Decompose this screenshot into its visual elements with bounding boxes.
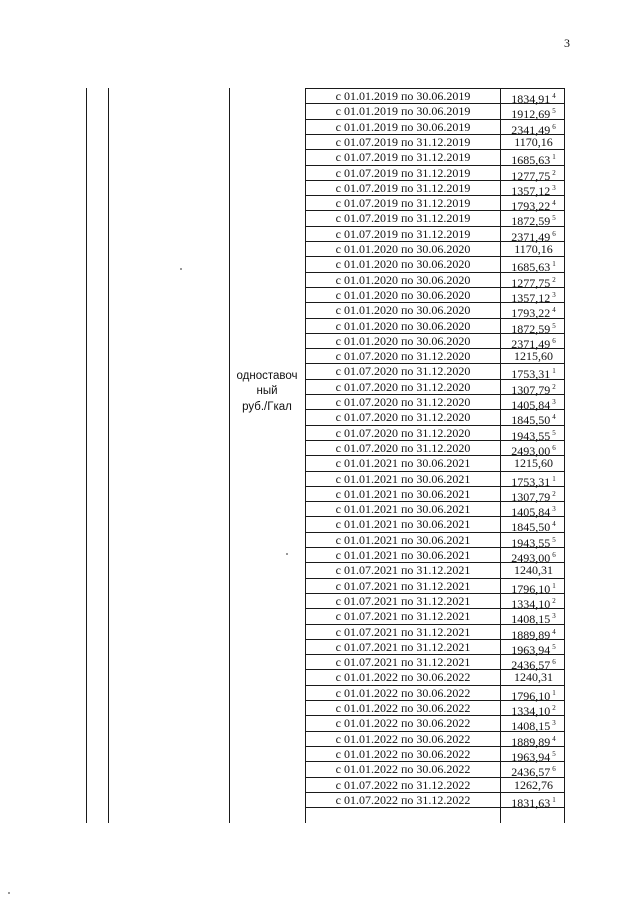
tariff-row [306, 624, 564, 642]
footnote-marker: 4 [552, 520, 556, 529]
scan-speck [180, 268, 182, 270]
period-cell: с 01.01.2019 по 30.06.2019 [335, 119, 471, 134]
footnote-marker: 3 [552, 183, 556, 192]
tariff-value: 1685,63 [511, 153, 551, 168]
tariff-value: 1753,31 [511, 474, 551, 489]
footnote-marker: 2 [552, 704, 556, 712]
period-cell: с 01.07.2019 по 31.12.2019 [335, 211, 471, 226]
tariff-row [306, 761, 564, 780]
tariff-row [306, 471, 564, 489]
tariff-value: 1170,16 [514, 242, 553, 256]
tariff-row [306, 119, 564, 137]
tariff-row [306, 226, 564, 244]
tariff-row [306, 715, 564, 734]
tariff-value: 1963,94 [511, 749, 551, 764]
period-cell: с 01.01.2022 по 30.06.2022 [335, 731, 471, 746]
tariff-value: 1277,75 [511, 168, 551, 183]
tariff-row [306, 440, 564, 458]
footnote-marker: 4 [552, 199, 556, 208]
tariff-row [306, 88, 564, 106]
footnote-marker: 6 [552, 765, 556, 774]
period-cell: с 01.07.2020 по 31.12.2020 [335, 379, 471, 394]
period-cell: с 01.07.2019 по 31.12.2019 [335, 150, 471, 165]
tariff-row [306, 669, 564, 684]
tariff-value: 1796,10 [511, 688, 551, 703]
period-cell: с 01.01.2022 по 30.06.2022 [335, 716, 471, 731]
tariff-value: 1277,75 [511, 275, 551, 290]
tariff-value: 2371,49 [511, 229, 551, 244]
period-cell: с 01.07.2020 по 31.12.2020 [335, 395, 471, 409]
period-cell: с 01.07.2019 по 31.12.2019 [335, 196, 471, 211]
footnote-marker: 6 [552, 551, 556, 559]
period-cell: с 01.01.2021 по 30.06.2021 [335, 548, 471, 562]
period-cell: с 01.07.2021 по 31.12.2021 [335, 563, 471, 578]
tariff-value: 1889,89 [511, 734, 551, 749]
tariff-row [306, 578, 564, 596]
tariff-value: 1240,31 [514, 563, 553, 578]
tariff-row [306, 654, 564, 673]
footnote-marker: 1 [552, 153, 556, 162]
tariff-row [306, 348, 564, 363]
tariff-value: 1334,10 [511, 596, 551, 611]
tariff-value-cell [500, 793, 567, 810]
footnote-marker: 3 [552, 612, 556, 621]
tariff-row [306, 180, 564, 198]
footnote-marker: 6 [552, 122, 556, 131]
period-cell: с 01.07.2020 по 31.12.2020 [335, 440, 471, 455]
footnote-marker: 5 [552, 535, 556, 544]
footnote-marker: 1 [552, 581, 556, 590]
period-cell: с 01.01.2022 по 30.06.2022 [335, 701, 471, 715]
tariff-value: 1912,69 [511, 107, 551, 122]
tariff-row [306, 547, 564, 565]
period-cell: с 01.01.2021 по 30.06.2021 [335, 471, 471, 486]
footnote-marker: 3 [552, 398, 556, 406]
period-cell: с 01.07.2021 по 31.12.2021 [335, 624, 471, 639]
footnote-marker: 1 [552, 367, 556, 376]
tariff-row [306, 608, 564, 627]
footnote-marker: 1 [552, 688, 556, 697]
tariff-row [306, 210, 564, 229]
tariff-value: 1943,55 [511, 428, 551, 443]
footnote-marker: 2 [552, 168, 556, 177]
tariff-value: 1408,15 [511, 719, 551, 734]
period-cell: с 01.01.2020 по 30.06.2020 [335, 242, 471, 256]
footnote-marker: 5 [552, 749, 556, 758]
period-cell: с 01.07.2021 по 31.12.2021 [335, 578, 471, 593]
footnote-marker: 6 [552, 229, 556, 238]
period-cell: с 01.01.2021 по 30.06.2021 [335, 502, 471, 517]
tariff-value: 1753,31 [511, 367, 551, 382]
tariff-row [306, 685, 564, 703]
tariff-value: 1262,76 [514, 777, 553, 792]
footnote-marker: 6 [552, 443, 556, 452]
tariff-value-cell [500, 563, 567, 577]
tariff-value: 1963,94 [511, 642, 551, 657]
tariff-row [306, 272, 564, 290]
tariff-value: 1357,12 [511, 183, 551, 198]
tariff-value: 1405,84 [511, 505, 551, 520]
period-cell: с 01.07.2020 по 31.12.2020 [335, 364, 471, 379]
tariff-value: 1872,59 [511, 321, 551, 336]
period-cell: с 01.01.2022 по 30.06.2022 [335, 746, 471, 761]
footnote-marker: 4 [552, 92, 556, 100]
period-cell: с 01.01.2020 по 30.06.2020 [335, 318, 471, 333]
tariff-row [306, 792, 564, 810]
tariff-value: 1215,60 [514, 456, 553, 471]
period-cell: с 01.01.2020 по 30.06.2020 [335, 272, 471, 287]
footnote-marker: 2 [552, 382, 556, 391]
period-cell: с 01.01.2019 по 30.06.2019 [335, 104, 471, 119]
footnote-marker: 1 [552, 795, 556, 804]
tariff-row [306, 363, 564, 382]
period-cell: с 01.07.2022 по 31.12.2022 [335, 777, 471, 792]
tariff-row [306, 486, 564, 504]
footnote-marker: 1 [552, 260, 556, 269]
scan-speck [8, 892, 10, 894]
tariff-row [306, 593, 564, 611]
footnote-marker: 3 [552, 719, 556, 728]
period-cell: с 01.07.2020 по 31.12.2020 [335, 410, 471, 425]
tariff-value-cell [500, 349, 567, 363]
tariff-value: 1307,79 [511, 382, 551, 397]
footnote-marker: 2 [552, 489, 556, 498]
period-cell: с 01.07.2019 по 31.12.2019 [335, 165, 471, 180]
period-cell: с 01.01.2022 по 30.06.2022 [335, 762, 471, 777]
tariff-row [306, 532, 564, 550]
period-cell: с 01.07.2021 по 31.12.2021 [335, 593, 471, 608]
tariff-value: 1357,12 [511, 290, 551, 305]
tariff-label-line: одноставоч [236, 370, 298, 382]
tariff-value: 2436,57 [511, 658, 551, 673]
period-cell: с 01.01.2022 по 30.06.2022 [335, 670, 471, 685]
tariff-row [306, 333, 564, 351]
tariff-value: 1845,50 [511, 413, 551, 428]
tariff-value: 2341,49 [511, 122, 551, 137]
period-cell: с 01.07.2019 по 31.12.2019 [335, 134, 471, 149]
tariff-row [306, 746, 564, 764]
footnote-marker: 4 [552, 306, 556, 315]
tariff-value: 1170,16 [514, 134, 553, 149]
tariff-row [306, 318, 564, 336]
scan-speck [286, 553, 288, 555]
footnote-marker: 5 [552, 214, 556, 223]
period-cell: с 01.01.2020 по 30.06.2020 [335, 303, 471, 318]
period-cell: с 01.07.2020 по 31.12.2020 [335, 349, 471, 364]
period-cell: с 01.07.2022 по 31.12.2022 [335, 792, 471, 807]
column-border [108, 88, 109, 823]
tariff-value: 1685,63 [511, 260, 551, 275]
footnote-marker: 3 [552, 290, 556, 299]
tariff-row [306, 287, 564, 305]
column-border [229, 88, 230, 823]
tariff-value: 1793,22 [511, 306, 551, 321]
tariff-label-line: руб./Гкал [242, 400, 292, 413]
tariff-value: 1408,15 [511, 612, 551, 627]
period-cell: с 01.01.2019 по 30.06.2019 [335, 89, 471, 103]
footnote-marker: 3 [552, 505, 556, 514]
tariff-value: 2371,49 [511, 336, 551, 351]
tariff-value: 1834,91 [511, 92, 551, 106]
period-cell: с 01.01.2020 по 30.06.2020 [335, 287, 471, 302]
period-cell: с 01.07.2021 по 31.12.2021 [335, 609, 471, 624]
tariff-label-line: ный [256, 385, 278, 398]
tariff-value: 1796,10 [511, 581, 551, 596]
tariff-row [306, 455, 564, 470]
tariff-value: 1307,79 [511, 489, 551, 504]
page-number: 3 [564, 36, 570, 50]
tariff-row [306, 639, 564, 657]
tariff-row [306, 516, 564, 535]
period-cell: с 01.01.2021 по 30.06.2021 [335, 532, 471, 547]
period-cell: с 01.01.2020 по 30.06.2020 [335, 333, 471, 348]
footnote-marker: 4 [552, 627, 556, 636]
footnote-marker: 2 [552, 275, 556, 284]
tariff-value: 1793,22 [511, 199, 551, 214]
period-cell: с 01.01.2021 по 30.06.2021 [335, 486, 471, 501]
footnote-marker: 5 [552, 428, 556, 437]
tariff-row [306, 501, 564, 520]
period-cell: с 01.07.2019 по 31.12.2019 [335, 180, 471, 195]
column-border [86, 88, 87, 823]
tariff-value: 2493,00 [511, 443, 551, 458]
tariff-row [306, 409, 564, 428]
tariff-row [306, 256, 564, 275]
tariff-value: 1240,31 [514, 670, 553, 685]
tariff-row [306, 731, 564, 749]
tariff-value: 1215,60 [514, 349, 553, 364]
tariff-row [306, 777, 564, 792]
tariff-type-label [231, 369, 303, 415]
footnote-marker: 4 [552, 413, 556, 422]
tariff-row [306, 562, 564, 577]
period-cell: с 01.07.2021 по 31.12.2021 [335, 655, 471, 670]
tariff-value: 1831,63 [511, 795, 551, 810]
period-cell: с 01.01.2021 по 30.06.2021 [335, 456, 471, 471]
tariff-row [306, 379, 564, 397]
tariff-value: 1405,84 [511, 398, 551, 412]
tariff-row [306, 241, 564, 256]
footnote-marker: 6 [552, 336, 556, 345]
tariff-row [306, 103, 564, 122]
footnote-marker: 5 [552, 321, 556, 330]
footnote-marker: 6 [552, 658, 556, 667]
tariff-value: 2436,57 [511, 765, 551, 780]
period-cell: с 01.01.2022 по 30.06.2022 [335, 685, 471, 700]
tariff-row [306, 425, 564, 443]
tariff-value: 2493,00 [511, 551, 551, 565]
tariff-row [306, 149, 564, 168]
tariff-value-cell [500, 242, 567, 256]
footnote-marker: 4 [552, 734, 556, 743]
period-cell: с 01.07.2021 по 31.12.2021 [335, 639, 471, 654]
tariff-row [306, 394, 564, 412]
footnote-marker: 5 [552, 107, 556, 116]
tariff-value: 1872,59 [511, 214, 551, 229]
footnote-marker: 5 [552, 642, 556, 651]
tariff-row [306, 134, 564, 149]
tariff-value: 1889,89 [511, 627, 551, 642]
tariff-row [306, 302, 564, 321]
tariff-value: 1943,55 [511, 535, 551, 550]
tariff-row [306, 700, 564, 718]
tariff-value-cell [500, 456, 567, 470]
period-cell: с 01.07.2019 по 31.12.2019 [335, 226, 471, 241]
tariff-value-cell [500, 778, 567, 792]
period-cell: с 01.01.2021 по 30.06.2021 [335, 517, 471, 532]
footnote-marker: 1 [552, 474, 556, 483]
tariff-row [306, 195, 564, 214]
tariff-value-cell [500, 135, 567, 149]
period-cell: с 01.07.2020 по 31.12.2020 [335, 425, 471, 440]
footnote-marker: 2 [552, 596, 556, 605]
tariff-value-cell [500, 670, 567, 684]
tariff-row [306, 165, 564, 183]
period-cell: с 01.01.2020 по 30.06.2020 [335, 257, 471, 272]
tariff-value: 1845,50 [511, 520, 551, 535]
tariff-value: 1334,10 [511, 704, 551, 718]
